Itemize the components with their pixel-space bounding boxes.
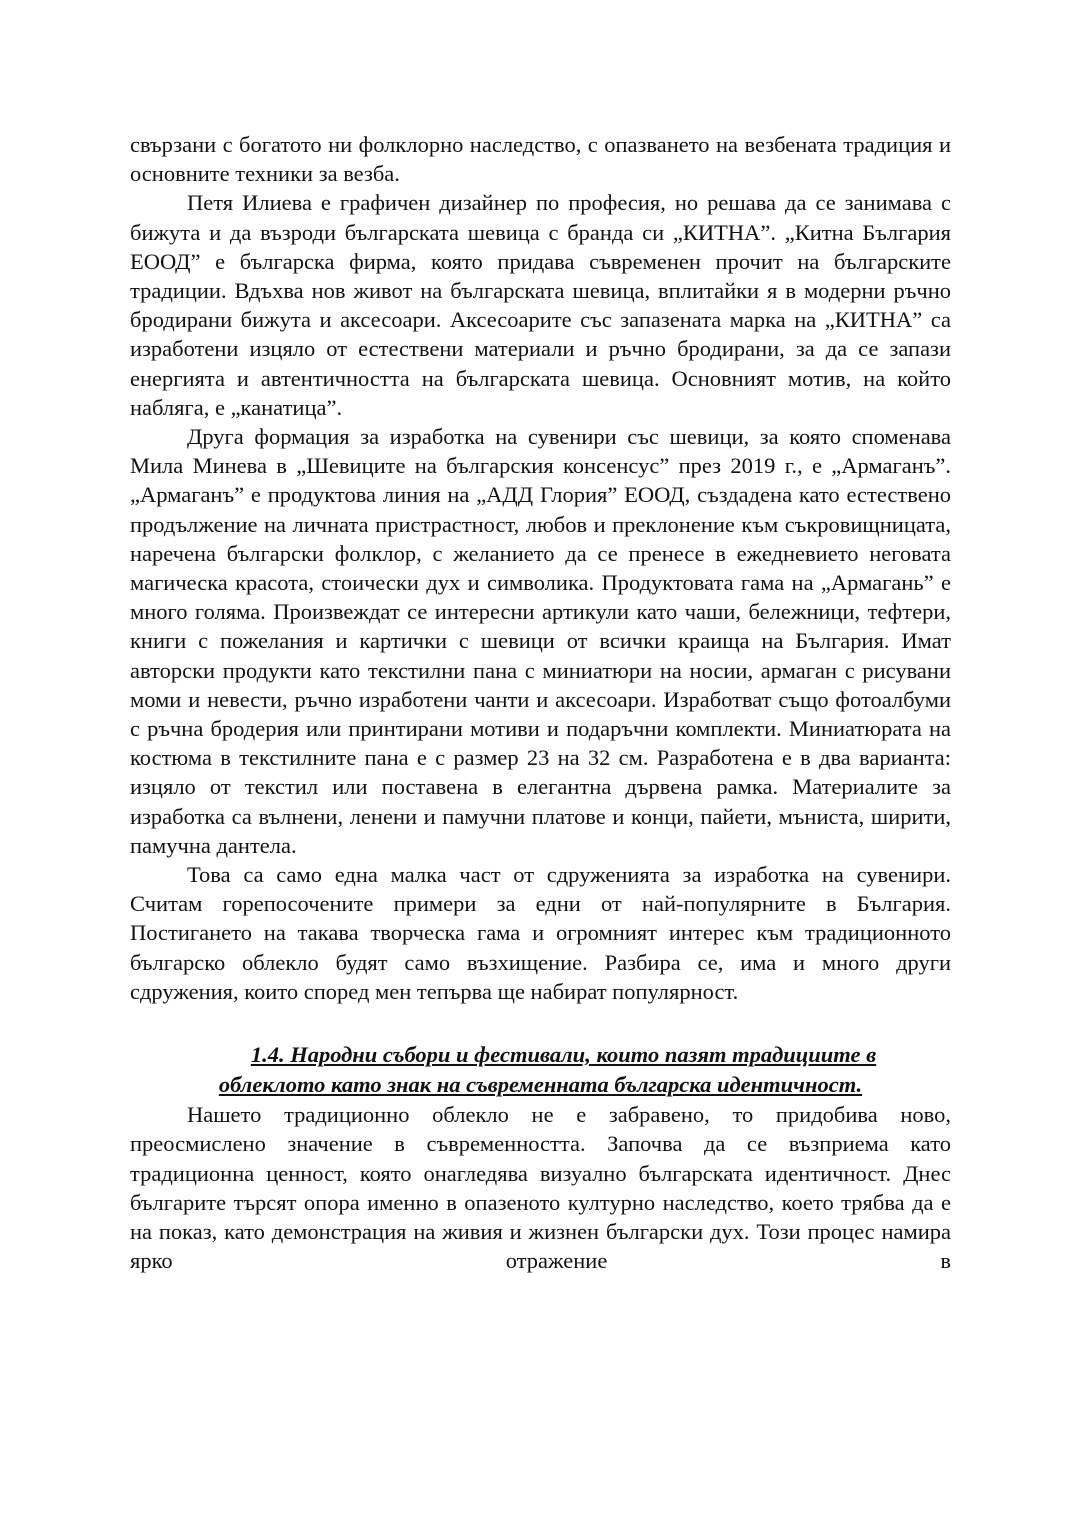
paragraph-traditional-clothing: Нашето традиционно облекло не е забравено, то придобива ново, преосмислено значение в съвременността. Започва да се възприема като традиционна ценност, която онагледява визуално българската идентичност. Днес българите търсят опора именно в опазеното културно наследство, което трябва да е на показ, като демонстрация на живия и жизнен български дух. Този процес намира ярко отражение в: [130, 1102, 951, 1274]
document-page: [130, 130, 951, 1275]
paragraph-associations-summary: Това са само една малка част от сдруженията за изработка на сувенири. Считам горепосочените примери за едни от най-популярните в България. Постигането на такава творческа гама и огромният интерес към традиционното българско облекло будят само възхищение. Разбира се, има и много други сдружения, които според мен тепърва ще набират популярност.: [130, 862, 951, 1004]
section-heading: [130, 1040, 951, 1100]
paragraph-kitna-brand: Петя Илиева е графичен дизайнер по професия, но решава да се занимава с бижута и да възроди българската шевица с бранда си „КИТНА”. „Китна България ЕООД” е българска фирма, която придава съвременен прочит на българските традиции. Вдъхва нов живот на българската шевица, вплитайки я в модерни ръчно бродирани бижута и аксесоари. Аксесоарите със запазената марка на „КИТНА” са изработени изцяло от естествени материали и ръчно бродирани, за да се запази енергията и автентичността на българската шевица. Основният мотив, на който набляга, е „канатица”.: [130, 190, 951, 420]
section-heading-line-1: 1.4. Народни събори и фестивали, които пазят традициите в: [250, 1042, 877, 1068]
section-heading-line-2: облеклото като знак на съвременната българска идентичност.: [218, 1072, 863, 1098]
paragraph-armagan-line: Друга формация за изработка на сувенири със шевици, за която споменава Мила Минева в „Шевиците на българския консенсус” през 2019 г., е „Армаганъ”. „Армаганъ” е продуктова линия на „АДД Глория” ЕООД, създадена като естествено продължение на личната пристрастност, любов и преклонение към съкровищницата, наречена български фолклор, с желанието да се пренесе в ежедневието неговата магическа красота, стоически дух и символика. Продуктовата гама на „Армагань” е много голяма. Произвеждат се интересни артикули като чаши, бележници, тефтери, книги с пожелания и картички с шевици от всички краища на България. Имат авторски продукти като текстилни пана с миниатюри на носии, армаган с рисувани моми и невести, ръчно изработени чанти и аксесоари. Изработват също фотоалбуми с ръчна бродерия или принтирани мотиви и подаръчни комплекти. Миниатюрата на костюма в текстилните пана е с размер 23 на 32 см. Разработена е в два варианта: изцяло от текстил или поставена в елегантна дървена рамка. Материалите за изработка са вълнени, ленени и памучни платове и конци, пайети, мъниста, ширити, памучна дантела.: [130, 424, 951, 858]
paragraph-folklore-heritage: свързани с богатото ни фолклорно наследство, с опазването на везбената традиция и основните техники за везба.: [130, 132, 951, 187]
